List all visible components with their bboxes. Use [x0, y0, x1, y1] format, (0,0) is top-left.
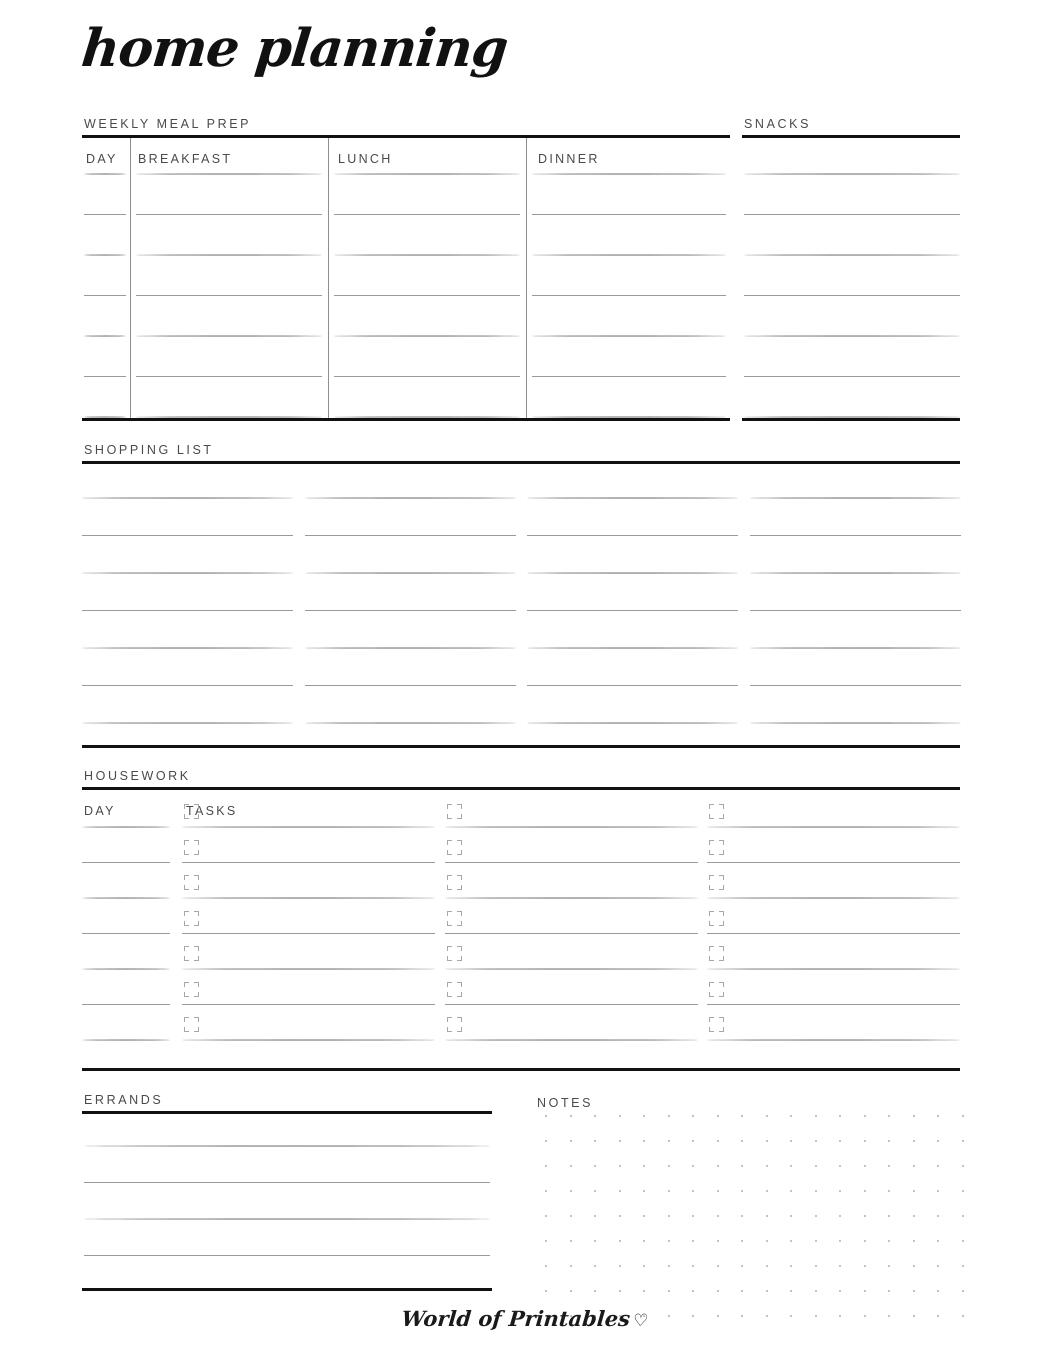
meal-prep-line-r3-c3[interactable] [334, 254, 520, 256]
notes-grid-dot [594, 1240, 596, 1242]
notes-grid-dot [717, 1165, 719, 1167]
meal-prep-line-r3-c2[interactable] [136, 254, 322, 256]
meal-prep-line-r5-c3[interactable] [334, 335, 520, 337]
notes-grid-dot [864, 1165, 866, 1167]
notes-grid-dot [717, 1115, 719, 1117]
snacks-line-6[interactable] [744, 376, 960, 377]
notes-grid-dot [815, 1140, 817, 1142]
notes-grid-dot [619, 1140, 621, 1142]
notes-grid-dot [741, 1115, 743, 1117]
notes-grid-dot [741, 1215, 743, 1217]
notes-grid-dot [619, 1165, 621, 1167]
notes-grid-dot [790, 1240, 792, 1242]
notes-grid-dot [643, 1215, 645, 1217]
section-heading-snacks: SNACKS [744, 117, 812, 131]
notes-grid-dot [668, 1265, 670, 1267]
notes-grid-dot [668, 1190, 670, 1192]
meal-prep-line-r1-c3[interactable] [334, 173, 520, 175]
notes-grid-dot [570, 1115, 572, 1117]
meal-prep-divider-3 [526, 138, 527, 420]
notes-grid-dot [545, 1165, 547, 1167]
notes-grid-dot [741, 1240, 743, 1242]
notes-grid-dot [643, 1265, 645, 1267]
meal-prep-line-r4-c2[interactable] [136, 295, 322, 296]
housework-task-line-r2-c1[interactable] [182, 862, 435, 863]
housework-task-line-r3-c2[interactable] [445, 897, 698, 899]
housework-task-checkbox-r5-c1[interactable] [184, 946, 199, 961]
notes-grid-dot [594, 1215, 596, 1217]
notes-grid-dot [864, 1265, 866, 1267]
meal-prep-line-r1-c2[interactable] [136, 173, 322, 175]
shopping-list-line-r4-c2[interactable] [305, 610, 516, 611]
notes-grid-dot [692, 1240, 694, 1242]
notes-grid-dot [545, 1140, 547, 1142]
notes-grid-dot [717, 1240, 719, 1242]
shopping-list-line-r6-c4[interactable] [750, 685, 961, 686]
notes-grid-dot [692, 1190, 694, 1192]
housework-task-checkbox-r2-c3[interactable] [709, 840, 724, 855]
meal-prep-col-breakfast: BREAKFAST [138, 152, 233, 166]
housework-task-checkbox-r3-c1[interactable] [184, 875, 199, 890]
notes-grid-dot [815, 1265, 817, 1267]
notes-grid-dot [570, 1190, 572, 1192]
shopping-list-line-r6-c1[interactable] [82, 685, 293, 686]
housework-task-line-r1-c3[interactable] [707, 826, 960, 828]
shopping-list-line-r1-c1[interactable] [82, 497, 293, 499]
notes-grid-dot [839, 1290, 841, 1292]
notes-grid-dot [839, 1140, 841, 1142]
housework-day-line-6[interactable] [82, 1004, 170, 1005]
notes-grid-dot [668, 1165, 670, 1167]
notes-grid-dot [692, 1165, 694, 1167]
notes-grid-dot [815, 1190, 817, 1192]
housework-task-line-r7-c1[interactable] [182, 1039, 435, 1041]
notes-grid-dot [668, 1290, 670, 1292]
notes-grid-dot [815, 1240, 817, 1242]
notes-grid-dot [815, 1115, 817, 1117]
notes-grid-dot [790, 1115, 792, 1117]
notes-grid-dot [962, 1215, 964, 1217]
notes-grid-dot [741, 1290, 743, 1292]
notes-grid-dot [545, 1215, 547, 1217]
housework-task-line-r7-c3[interactable] [707, 1039, 960, 1041]
housework-task-line-r2-c3[interactable] [707, 862, 960, 863]
meal-prep-top-rule [82, 135, 730, 138]
notes-grid-dot [692, 1140, 694, 1142]
housework-task-checkbox-r4-c3[interactable] [709, 911, 724, 926]
notes-grid-dot [766, 1115, 768, 1117]
meal-prep-line-r1-c4[interactable] [532, 173, 726, 175]
housework-bottom-rule [82, 1068, 960, 1071]
notes-grid-dot [643, 1165, 645, 1167]
housework-task-checkbox-r5-c2[interactable] [447, 946, 462, 961]
notes-grid-dot [839, 1165, 841, 1167]
notes-grid-dot [717, 1190, 719, 1192]
shopping-list-line-r5-c4[interactable] [750, 647, 961, 649]
meal-prep-line-r4-c4[interactable] [532, 295, 726, 296]
notes-grid-dot [839, 1240, 841, 1242]
notes-grid-dot [937, 1190, 939, 1192]
notes-grid-dot [692, 1115, 694, 1117]
meal-prep-line-r2-c4[interactable] [532, 214, 726, 215]
notes-grid-dot [766, 1215, 768, 1217]
section-heading-housework: HOUSEWORK [84, 769, 191, 783]
shopping-list-line-r1-c3[interactable] [527, 497, 738, 499]
notes-grid-dot [913, 1140, 915, 1142]
notes-grid-dot [839, 1190, 841, 1192]
notes-grid-dot [864, 1290, 866, 1292]
housework-col-day: DAY [84, 804, 116, 818]
housework-day-line-2[interactable] [82, 862, 170, 863]
meal-prep-divider-2 [328, 138, 329, 420]
meal-prep-line-r6-c4[interactable] [532, 376, 726, 377]
notes-grid-dot [594, 1165, 596, 1167]
notes-grid-dot [888, 1265, 890, 1267]
snacks-line-1[interactable] [744, 173, 960, 175]
notes-grid-dot [766, 1190, 768, 1192]
housework-day-line-7[interactable] [82, 1039, 170, 1041]
notes-grid-dot [570, 1215, 572, 1217]
snacks-top-rule [742, 135, 960, 138]
notes-grid-dot [790, 1290, 792, 1292]
housework-task-line-r5-c2[interactable] [445, 968, 698, 970]
page-title: home planning [78, 18, 511, 79]
snacks-bottom-rule [742, 418, 960, 421]
notes-grid-dot [741, 1140, 743, 1142]
housework-day-line-5[interactable] [82, 968, 170, 970]
shopping-list-bottom-rule [82, 745, 960, 748]
notes-grid-dot [766, 1140, 768, 1142]
notes-grid-dot [937, 1215, 939, 1217]
notes-grid-dot [643, 1190, 645, 1192]
notes-grid-dot [937, 1240, 939, 1242]
notes-grid-dot [913, 1290, 915, 1292]
notes-grid-dot [864, 1215, 866, 1217]
notes-grid-dot [619, 1190, 621, 1192]
notes-grid-dot [790, 1140, 792, 1142]
housework-day-line-4[interactable] [82, 933, 170, 934]
notes-grid-dot [888, 1115, 890, 1117]
meal-prep-bottom-rule [82, 418, 730, 421]
notes-grid-dot [545, 1115, 547, 1117]
notes-grid-dot [692, 1265, 694, 1267]
housework-task-line-r2-c2[interactable] [445, 862, 698, 863]
shopping-list-line-r7-c4[interactable] [750, 722, 961, 724]
housework-day-line-3[interactable] [82, 897, 170, 899]
housework-col-tasks: TASKS [186, 804, 238, 818]
shopping-list-line-r3-c2[interactable] [305, 572, 516, 574]
shopping-list-line-r1-c4[interactable] [750, 497, 961, 499]
snacks-line-4[interactable] [744, 295, 960, 296]
notes-grid-dot [962, 1290, 964, 1292]
housework-task-checkbox-r3-c2[interactable] [447, 875, 462, 890]
housework-task-line-r1-c2[interactable] [445, 826, 698, 828]
housework-task-checkbox-r6-c1[interactable] [184, 982, 199, 997]
meal-prep-divider-1 [130, 138, 131, 420]
notes-grid-dot [570, 1290, 572, 1292]
housework-task-line-r3-c3[interactable] [707, 897, 960, 899]
notes-grid-dot [545, 1265, 547, 1267]
housework-task-line-r6-c1[interactable] [182, 1004, 435, 1005]
notes-grid-dot [545, 1290, 547, 1292]
shopping-list-line-r2-c3[interactable] [527, 535, 738, 536]
notes-grid-dot [790, 1215, 792, 1217]
shopping-list-line-r3-c3[interactable] [527, 572, 738, 574]
notes-grid-dot [643, 1240, 645, 1242]
notes-grid-dot [766, 1265, 768, 1267]
notes-grid-dot [790, 1265, 792, 1267]
notes-grid-dot [741, 1165, 743, 1167]
housework-task-line-r1-c1[interactable] [182, 826, 435, 828]
housework-day-line-1[interactable] [82, 826, 170, 828]
errands-line-1[interactable] [84, 1145, 490, 1147]
notes-grid-dot [668, 1215, 670, 1217]
notes-grid-dot [962, 1140, 964, 1142]
housework-task-checkbox-r7-c3[interactable] [709, 1017, 724, 1032]
notes-grid-dot [717, 1215, 719, 1217]
meal-prep-line-r2-c1[interactable] [84, 214, 126, 215]
meal-prep-line-r5-c1[interactable] [84, 335, 126, 337]
notes-grid-dot [937, 1140, 939, 1142]
notes-grid-dot [570, 1165, 572, 1167]
notes-grid-dot [766, 1290, 768, 1292]
notes-grid-dot [864, 1190, 866, 1192]
section-heading-errands: ERRANDS [84, 1093, 164, 1107]
snacks-line-5[interactable] [744, 335, 960, 337]
notes-grid-dot [619, 1215, 621, 1217]
housework-task-checkbox-r2-c1[interactable] [184, 840, 199, 855]
shopping-list-line-r5-c1[interactable] [82, 647, 293, 649]
notes-grid-dot [692, 1290, 694, 1292]
housework-task-line-r4-c2[interactable] [445, 933, 698, 934]
notes-grid-dot [594, 1190, 596, 1192]
notes-grid-dot [913, 1165, 915, 1167]
notes-grid-dot [888, 1165, 890, 1167]
housework-top-rule [82, 787, 960, 790]
shopping-list-line-r1-c2[interactable] [305, 497, 516, 499]
notes-grid-dot [864, 1115, 866, 1117]
meal-prep-line-r1-c1[interactable] [84, 173, 126, 175]
meal-prep-col-day: DAY [86, 152, 118, 166]
notes-grid-dot [619, 1265, 621, 1267]
notes-grid-dot [643, 1140, 645, 1142]
housework-task-line-r6-c2[interactable] [445, 1004, 698, 1005]
notes-grid-dot [545, 1190, 547, 1192]
notes-grid-dot [937, 1290, 939, 1292]
notes-grid-dot [962, 1165, 964, 1167]
shopping-list-top-rule [82, 461, 960, 464]
meal-prep-line-r2-c3[interactable] [334, 214, 520, 215]
notes-grid-dot [570, 1140, 572, 1142]
notes-grid-dot [717, 1290, 719, 1292]
meal-prep-col-dinner: DINNER [538, 152, 600, 166]
notes-grid-dot [815, 1290, 817, 1292]
notes-grid-dot [643, 1115, 645, 1117]
heart-icon: ♡ [632, 1311, 650, 1331]
errands-line-2[interactable] [84, 1182, 490, 1183]
housework-task-checkbox-r4-c1[interactable] [184, 911, 199, 926]
notes-grid-dot [594, 1115, 596, 1117]
notes-grid-dot [913, 1115, 915, 1117]
notes-grid-dot [864, 1240, 866, 1242]
meal-prep-line-r3-c4[interactable] [532, 254, 726, 256]
meal-prep-line-r5-c4[interactable] [532, 335, 726, 337]
meal-prep-line-r5-c2[interactable] [136, 335, 322, 337]
notes-grid-dot [643, 1290, 645, 1292]
shopping-list-line-r5-c3[interactable] [527, 647, 738, 649]
meal-prep-line-r4-c3[interactable] [334, 295, 520, 296]
notes-grid-dot [790, 1190, 792, 1192]
notes-grid-dot [717, 1140, 719, 1142]
housework-task-checkbox-r3-c3[interactable] [709, 875, 724, 890]
housework-task-checkbox-r4-c2[interactable] [447, 911, 462, 926]
meal-prep-line-r6-c2[interactable] [136, 376, 322, 377]
notes-grid-dot [839, 1265, 841, 1267]
notes-grid-dot [864, 1140, 866, 1142]
notes-grid-dot [815, 1165, 817, 1167]
errands-top-rule [82, 1111, 492, 1114]
notes-grid-dot [913, 1240, 915, 1242]
housework-task-line-r5-c1[interactable] [182, 968, 435, 970]
housework-task-checkbox-r2-c2[interactable] [447, 840, 462, 855]
notes-grid-dot [913, 1215, 915, 1217]
notes-grid-dot [790, 1165, 792, 1167]
notes-grid-dot [888, 1190, 890, 1192]
notes-grid-dot [594, 1140, 596, 1142]
meal-prep-line-r6-c1[interactable] [84, 376, 126, 377]
notes-grid-dot [962, 1240, 964, 1242]
notes-grid-dot [839, 1215, 841, 1217]
housework-task-checkbox-r1-c2[interactable] [447, 804, 462, 819]
errands-line-3[interactable] [84, 1218, 490, 1220]
notes-grid-dot [619, 1115, 621, 1117]
notes-grid-dot [619, 1290, 621, 1292]
shopping-list-line-r2-c2[interactable] [305, 535, 516, 536]
meal-prep-col-lunch: LUNCH [338, 152, 393, 166]
section-heading-shopping-list: SHOPPING LIST [84, 443, 214, 457]
notes-grid-dot [888, 1240, 890, 1242]
notes-grid-dot [668, 1240, 670, 1242]
shopping-list-line-r4-c4[interactable] [750, 610, 961, 611]
notes-grid-dot [570, 1240, 572, 1242]
housework-task-line-r6-c3[interactable] [707, 1004, 960, 1005]
notes-grid-dot [717, 1265, 719, 1267]
errands-line-4[interactable] [84, 1255, 490, 1256]
shopping-list-line-r5-c2[interactable] [305, 647, 516, 649]
notes-grid-dot [937, 1165, 939, 1167]
housework-task-line-r5-c3[interactable] [707, 968, 960, 970]
notes-grid-dot [594, 1290, 596, 1292]
notes-grid-dot [913, 1190, 915, 1192]
shopping-list-line-r7-c3[interactable] [527, 722, 738, 724]
shopping-list-line-r2-c1[interactable] [82, 535, 293, 536]
notes-grid-dot [570, 1265, 572, 1267]
footer-brand-text: World of Printables [400, 1306, 632, 1331]
meal-prep-line-r4-c1[interactable] [84, 295, 126, 296]
shopping-list-line-r6-c3[interactable] [527, 685, 738, 686]
housework-task-checkbox-r7-c1[interactable] [184, 1017, 199, 1032]
notes-grid-dot [668, 1115, 670, 1117]
housework-task-line-r4-c1[interactable] [182, 933, 435, 934]
notes-grid-dot [741, 1190, 743, 1192]
shopping-list-line-r3-c1[interactable] [82, 572, 293, 574]
shopping-list-line-r7-c2[interactable] [305, 722, 516, 724]
housework-task-checkbox-r1-c3[interactable] [709, 804, 724, 819]
notes-grid-dot [766, 1165, 768, 1167]
notes-grid-dot [888, 1140, 890, 1142]
meal-prep-line-r2-c2[interactable] [136, 214, 322, 215]
shopping-list-line-r4-c1[interactable] [82, 610, 293, 611]
notes-grid-dot [888, 1215, 890, 1217]
housework-task-checkbox-r6-c2[interactable] [447, 982, 462, 997]
shopping-list-line-r2-c4[interactable] [750, 535, 961, 536]
notes-grid-dot [937, 1265, 939, 1267]
housework-task-line-r4-c3[interactable] [707, 933, 960, 934]
notes-grid-dot [668, 1140, 670, 1142]
notes-grid-dot [692, 1215, 694, 1217]
notes-grid-dot [545, 1240, 547, 1242]
notes-grid-dot [815, 1215, 817, 1217]
housework-task-checkbox-r6-c3[interactable] [709, 982, 724, 997]
section-heading-notes: NOTES [537, 1096, 594, 1110]
housework-task-line-r3-c1[interactable] [182, 897, 435, 899]
housework-task-line-r7-c2[interactable] [445, 1039, 698, 1041]
housework-task-checkbox-r5-c3[interactable] [709, 946, 724, 961]
shopping-list-line-r6-c2[interactable] [305, 685, 516, 686]
meal-prep-line-r6-c3[interactable] [334, 376, 520, 377]
housework-task-checkbox-r7-c2[interactable] [447, 1017, 462, 1032]
notes-grid-dot [741, 1265, 743, 1267]
notes-grid-dot [937, 1115, 939, 1117]
notes-grid-dot [766, 1240, 768, 1242]
section-heading-meal-prep: WEEKLY MEAL PREP [84, 117, 252, 131]
notes-grid-dot [962, 1190, 964, 1192]
notes-grid-dot [962, 1115, 964, 1117]
snacks-line-3[interactable] [744, 254, 960, 256]
shopping-list-line-r4-c3[interactable] [527, 610, 738, 611]
shopping-list-line-r3-c4[interactable] [750, 572, 961, 574]
footer-brand [0, 1306, 1050, 1331]
snacks-line-2[interactable] [744, 214, 960, 215]
notes-grid-dot [839, 1115, 841, 1117]
notes-grid-dot [594, 1265, 596, 1267]
errands-bottom-rule [82, 1288, 492, 1291]
notes-grid-dot [888, 1290, 890, 1292]
notes-grid-dot [619, 1240, 621, 1242]
notes-grid-dot [962, 1265, 964, 1267]
shopping-list-line-r7-c1[interactable] [82, 722, 293, 724]
notes-grid-dot [913, 1265, 915, 1267]
housework-task-checkbox-r1-c1[interactable] [184, 804, 199, 819]
meal-prep-line-r3-c1[interactable] [84, 254, 126, 256]
